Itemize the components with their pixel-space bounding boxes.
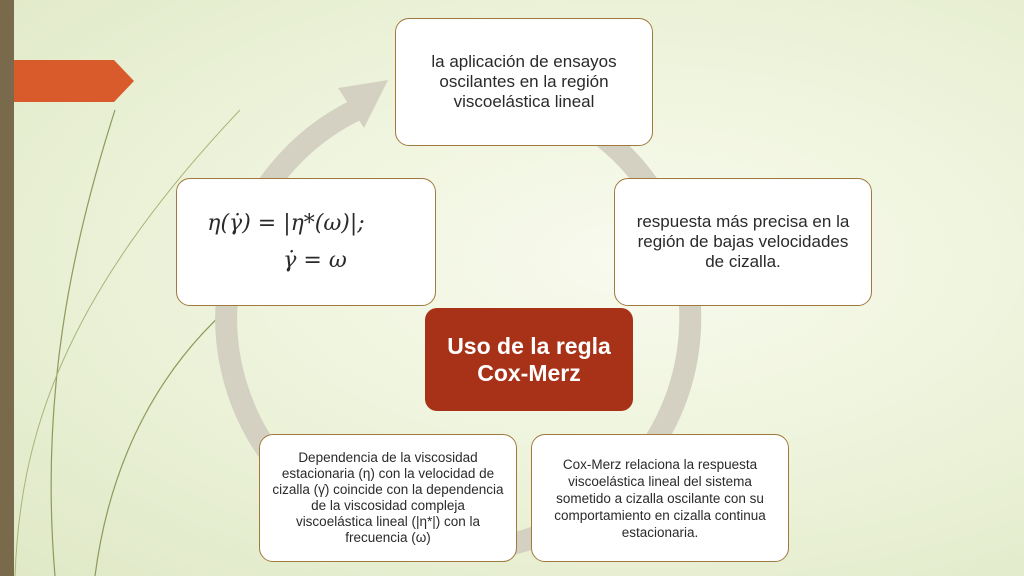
node-bottom-right [531, 434, 789, 562]
node-top-text: la aplicación de ensayos oscilantes en la región viscoelástica lineal [431, 52, 617, 111]
center-node [425, 308, 633, 411]
formula-line-2: γ̇ = ω [283, 248, 347, 273]
node-bottom-right-text: Cox-Merz relaciona la respuesta viscoelástica lineal del sistema sometido a cizalla oscilante con su comportamiento en cizalla continua estacionaria. [554, 456, 766, 540]
center-label: Uso de la regla Cox-Merz [447, 332, 611, 386]
node-top [395, 18, 653, 146]
node-right [614, 178, 872, 306]
formula-line-1: η(γ̇) = |η*(ω)|; [207, 211, 365, 236]
node-bottom-left [259, 434, 517, 562]
node-left-formula [176, 178, 436, 306]
node-right-text: respuesta más precisa en la región de bajas velocidades de cizalla. [636, 212, 850, 271]
node-bottom-left-text: Dependencia de la viscosidad estacionaria (η) con la velocidad de cizalla (γ̇) coincide con la dependencia de la viscosidad compleja viscoelástica lineal (|η*|) con la frecuencia (ω) [272, 450, 504, 545]
